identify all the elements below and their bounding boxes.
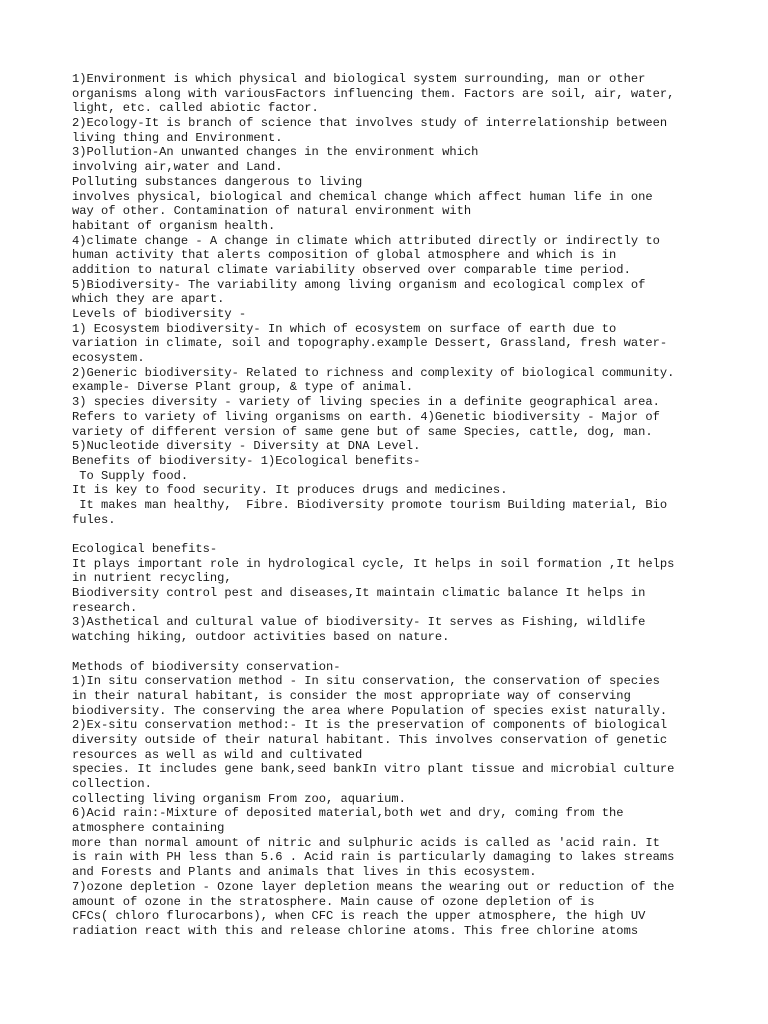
document-text-line: To Supply food. <box>72 468 189 483</box>
document-text-line: It plays important role in hydrological cycle, It helps in soil formation ,It helps <box>72 556 675 571</box>
document-text-line: habitant of organism health. <box>72 218 276 233</box>
document-text-line: resources as well as wild and cultivated <box>72 747 363 762</box>
document-text-line: and Forests and Plants and animals that lives in this ecosystem. <box>72 865 537 880</box>
document-text-line: which they are apart. <box>72 292 225 307</box>
document-text-line: watching hiking, outdoor activities based on nature. <box>72 630 450 645</box>
document-text-line: variation in climate, soil and topography.example Dessert, Grassland, fresh water- <box>72 336 668 351</box>
document-text-line: is rain with PH less than 5.6 . Acid rain is particularly damaging to lakes streams <box>72 850 675 865</box>
document-text-line: organisms along with variousFactors influencing them. Factors are soil, air, water, <box>72 86 675 101</box>
document-text-line: amount of ozone in the stratosphere. Main cause of ozone depletion of is <box>72 894 595 909</box>
document-text-line: 1)In situ conservation method - In situ conservation, the conservation of species <box>72 674 660 689</box>
document-text-line: 2)Ex-situ conservation method:- It is the preservation of components of biological <box>72 718 668 733</box>
document-text-line: involving air,water and Land. <box>72 160 283 175</box>
document-text-line: CFCs( chloro flurocarbons), when CFC is reach the upper atmosphere, the high UV <box>72 909 646 924</box>
document-text-line: research. <box>72 600 138 615</box>
document-text-line: It is key to food security. It produces drugs and medicines. <box>72 483 508 498</box>
document-text-line: 5)Biodiversity- The variability among living organism and ecological complex of <box>72 277 646 292</box>
document-text-line: variety of different version of same gene but of same Species, cattle, dog, man. <box>72 424 653 439</box>
document-text-line: 1) Ecosystem biodiversity- In which of ecosystem on surface of earth due to <box>72 321 617 336</box>
document-text-line: involves physical, biological and chemical change which affect human life in one <box>72 189 653 204</box>
document-text-line: more than normal amount of nitric and sulphuric acids is called as 'acid rain. It <box>72 835 660 850</box>
document-text-line: in their natural habitant, is consider the most appropriate way of conserving <box>72 688 631 703</box>
document-text-line: fules. <box>72 512 116 527</box>
document-text-line <box>72 527 732 542</box>
document-text-line: ecosystem. <box>72 351 145 366</box>
document-text-line: 3)Asthetical and cultural value of biodiversity- It serves as Fishing, wildlife <box>72 615 646 630</box>
document-text-line: collecting living organism From zoo, aquarium. <box>72 791 406 806</box>
document-text-line: way of other. Contamination of natural environment with <box>72 204 472 219</box>
document-text-line: It makes man healthy, Fibre. Biodiversity promote tourism Building material, Bio <box>72 497 668 512</box>
document-text-line: 2)Generic biodiversity- Related to richness and complexity of biological community. <box>72 365 675 380</box>
document-text-line: Benefits of biodiversity- 1)Ecological benefits- <box>72 453 421 468</box>
document-text-line: Methods of biodiversity conservation- <box>72 659 341 674</box>
document-text-line: human activity that alerts composition of global atmosphere and which is in <box>72 248 617 263</box>
document-text-line: light, etc. called abiotic factor. <box>72 101 319 116</box>
document-text-line: addition to natural climate variability observed over comparable time period. <box>72 262 631 277</box>
document-text-line <box>72 645 732 660</box>
document-text-line: 3)Pollution-An unwanted changes in the environment which <box>72 145 479 160</box>
document-text-line: diversity outside of their natural habitant. This involves conservation of genetic <box>72 732 668 747</box>
document-text-line: species. It includes gene bank,seed bankIn vitro plant tissue and microbial culture <box>72 762 675 777</box>
document-text-line: 1)Environment is which physical and biological system surrounding, man or other <box>72 72 646 86</box>
document-text-line: collection. <box>72 777 152 791</box>
document-text-line: radiation react with this and release chlorine atoms. This free chlorine atoms <box>72 923 639 938</box>
document-text-line: living thing and Environment. <box>72 130 283 145</box>
document-text-line: 4)climate change - A change in climate which attributed directly or indirectly to <box>72 233 660 248</box>
document-text-line: Biodiversity control pest and diseases,It maintain climatic balance It helps in <box>72 586 646 601</box>
document-text-line: Ecological benefits- <box>72 542 218 556</box>
document-text-line: example- Diverse Plant group, & type of animal. <box>72 380 414 395</box>
document-text-line: 5)Nucleotide diversity - Diversity at DNA Level. <box>72 439 421 454</box>
document-text-line: Refers to variety of living organisms on earth. 4)Genetic biodiversity - Major of <box>72 409 660 424</box>
document-text-line: 2)Ecology-It is branch of science that involves study of interrelationship between <box>72 116 668 131</box>
document-text-line: 6)Acid rain:-Mixture of deposited material,both wet and dry, coming from the <box>72 806 624 821</box>
document-body-text <box>72 72 732 939</box>
document-text-line: in nutrient recycling, <box>72 571 232 586</box>
document-text-line: Levels of biodiversity - <box>72 307 247 321</box>
document-text-line: Polluting substances dangerous to living <box>72 174 363 189</box>
document-text-line: biodiversity. The conserving the area where Population of species exist naturally. <box>72 703 668 718</box>
document-text-line: 7)ozone depletion - Ozone layer depletion means the wearing out or reduction of the <box>72 879 675 894</box>
document-text-line: atmosphere containing <box>72 821 225 836</box>
document-text-line: 3) species diversity - variety of living species in a definite geographical area. <box>72 395 660 410</box>
